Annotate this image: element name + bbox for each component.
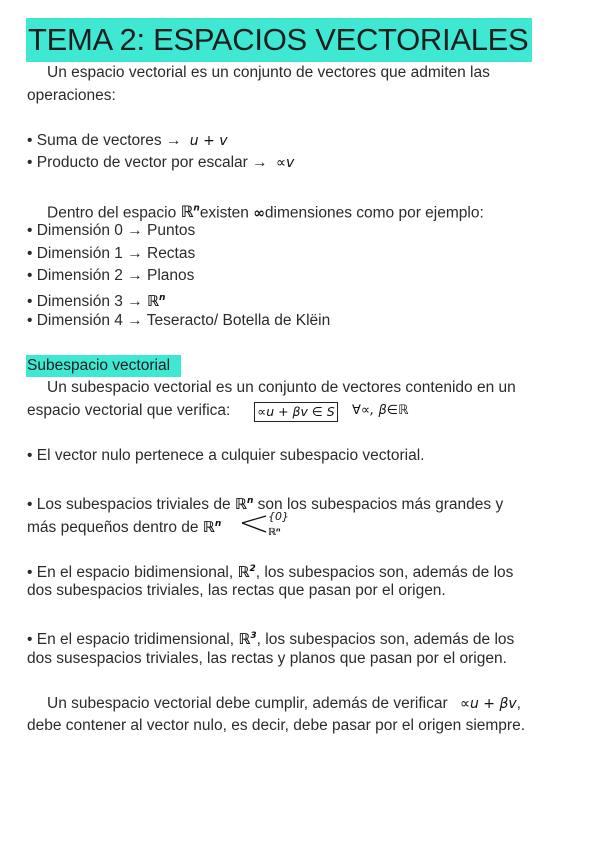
page-title: TEMA 2: ESPACIOS VECTORIALES xyxy=(26,18,532,62)
closing-line-1: Un subespacio vectorial debe cumplir, además de verificar ∝u + βv, xyxy=(47,695,521,712)
dimensions-intro-after: dimensiones como por ejemplo: xyxy=(264,204,484,222)
dimension-1: • Dimensión 1 → Rectas xyxy=(27,245,196,262)
subsection-heading: Subespacio vectorial xyxy=(26,355,181,377)
operation-scalar-label: • Producto de vector por escalar → xyxy=(27,154,268,171)
subspace-quantifier: ∀∝, β∈ℝ xyxy=(352,403,409,418)
trivial-space-symbol-2: ℝ$^n$ xyxy=(202,518,222,536)
operation-scalar-formula: ∝v xyxy=(275,155,295,171)
space-symbol: ℝ$^n$ xyxy=(180,202,200,222)
r3-symbol: ℝ$^3$ xyxy=(238,630,257,648)
point-3d-line-2: dos susespacios triviales, las rectas y planos que pasan por el origen. xyxy=(27,650,507,667)
r2-symbol: ℝ$^2$ xyxy=(237,563,256,581)
operation-sum-formula: u + v xyxy=(189,133,228,149)
subsection-line-2: espacio vectorial que verifica: xyxy=(27,402,231,419)
dimension-3-label: • Dimensión 3 → xyxy=(27,293,143,310)
dimension-3-space: ℝ$^n$ xyxy=(147,292,166,310)
intro-line-1: Un espacio vectorial es un conjunto de vectores que admiten las xyxy=(47,64,490,81)
point-trivial-line-1: • Los subespacios triviales de ℝ$^n$ son los subespacios más grandes y xyxy=(27,495,504,513)
trivial-branch-top: {0} xyxy=(268,510,289,523)
closing-formula: ∝u + βv xyxy=(459,696,517,712)
intro-line-2: operaciones: xyxy=(27,87,116,104)
point-2d-line-2: dos subespacios triviales, las rectas que pasan por el origen. xyxy=(27,582,446,599)
dimensions-intro-before: Dentro del espacio xyxy=(47,204,177,222)
infinity-symbol: ∞ xyxy=(253,205,265,222)
dimension-4: • Dimensión 4 → Teseracto/ Botella de Klëin xyxy=(27,312,331,329)
point-3d-line-1: • En el espacio tridimensional, ℝ$^3$, los subespacios son, además de los xyxy=(27,630,515,648)
dimensions-intro-mid: existen xyxy=(199,204,249,222)
operation-sum-label: • Suma de vectores → xyxy=(27,132,182,149)
trivial-space-symbol: ℝ$^n$ xyxy=(234,495,254,513)
point-2d-line-1: • En el espacio bidimensional, ℝ$^2$, los subespacios son, además de los xyxy=(27,563,514,581)
subsection-line-1: Un subespacio vectorial es un conjunto de vectores contenido en un xyxy=(47,379,516,396)
point-null-vector: • El vector nulo pertenece a culquier subespacio vectorial. xyxy=(27,447,425,464)
closing-line-2: debe contener al vector nulo, es decir, debe pasar por el origen siempre. xyxy=(27,717,526,734)
dimension-2: • Dimensión 2 → Planos xyxy=(27,267,195,284)
dimension-0: • Dimensión 0 → Puntos xyxy=(27,222,196,239)
point-trivial-line-2: más pequeños dentro de ℝ$^n$ xyxy=(27,518,222,536)
subspace-condition-box: ∝u + βv ∈ S xyxy=(254,402,338,422)
trivial-branch-bottom: ℝⁿ xyxy=(268,527,281,538)
